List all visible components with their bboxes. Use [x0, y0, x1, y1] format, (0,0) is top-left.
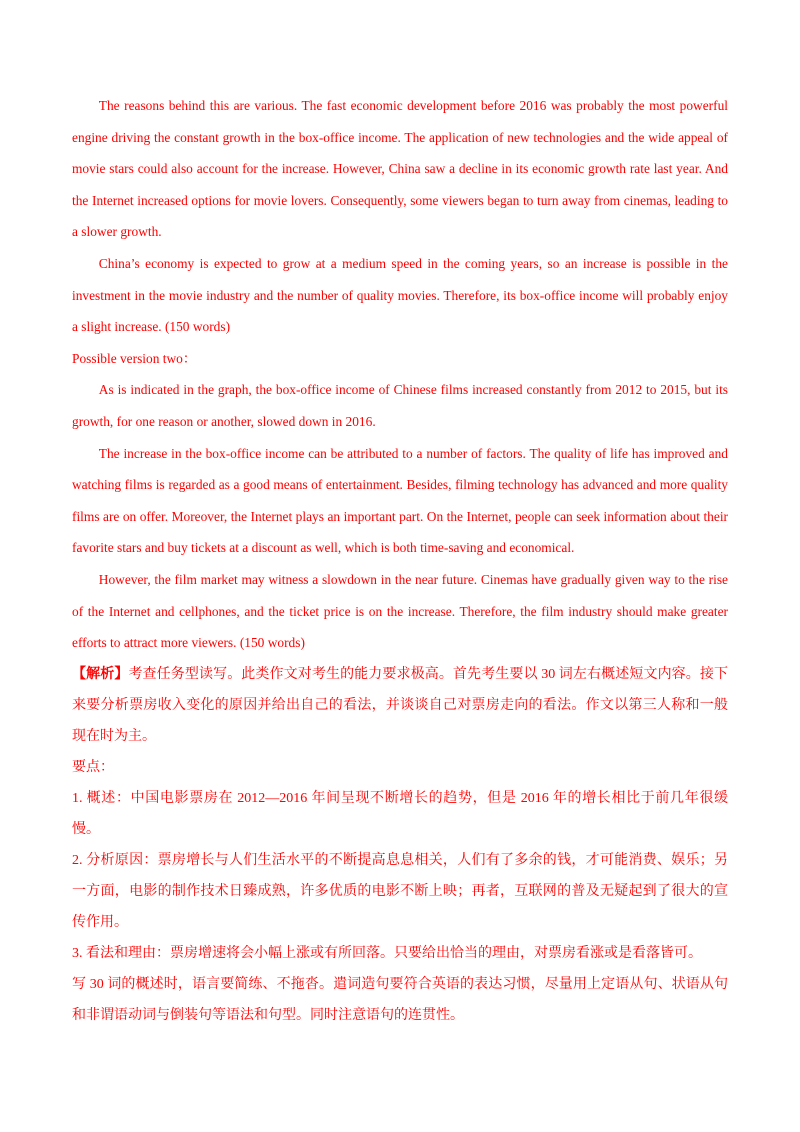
- version-two-paragraph-1: As is indicated in the graph, the box-office income of Chinese films increased constantly from 2012 to 2015, but its growth, for one reason or another, slowed down in 2016.: [72, 382, 728, 429]
- points-heading: 要点：: [72, 759, 114, 775]
- document-page: [72, 90, 728, 1031]
- version-one-paragraph-2: China’s economy is expected to grow at a medium speed in the coming years, so an increase is possible in the investment in the movie industry and the number of quality movies. Therefore, its box-office income will probably enjoy a slight increase. (150 words): [72, 255, 728, 335]
- closing-paragraph: 写 30 词的概述时，语言要简练、不拖沓。遣词造句要符合英语的表达习惯，尽量用上定语从句、状语从句和非谓语动词与倒装句等语法和句型。同时注意语句的连贯性。: [72, 976, 728, 1023]
- version-two-paragraph-2: The increase in the box-office income can be attributed to a number of factors. The quality of life has improved and watching films is regarded as a good means of entertainment. Besides, filming technology has advanced and more quality films are on offer. Moreover, the Internet plays an important part. On the Internet, people can seek information about their favorite stars and buy tickets at a discount as well, which is both time-saving and economical.: [72, 445, 728, 556]
- analysis-paragraph: [72, 659, 728, 752]
- point-3: 3. 看法和理由：票房增速将会小幅上涨或有所回落。只要给出恰当的理由，对票房看涨或是看落皆可。: [72, 945, 702, 961]
- point-1: 1. 概述：中国电影票房在 2012—2016 年间呈现不断增长的趋势，但是 2016 年的增长相比于前几年很缓慢。: [72, 790, 728, 837]
- version-two-paragraph-3: However, the film market may witness a slowdown in the near future. Cinemas have gradually given way to the rise of the Internet and cellphones, and the ticket price is on the increase. Therefore, the film industry should make greater efforts to attract more viewers. (150 words): [72, 571, 728, 651]
- version-two-heading: Possible version two：: [72, 350, 197, 366]
- analysis-tag: 【解析】: [72, 666, 129, 682]
- point-2: 2. 分析原因：票房增长与人们生活水平的不断提高息息相关，人们有了多余的钱，才可能消费、娱乐；另一方面，电影的制作技术日臻成熟，许多优质的电影不断上映；再者，互联网的普及无疑起到了很大的宣传作用。: [72, 852, 728, 930]
- analysis-text: 考查任务型读写。此类作文对考生的能力要求极高。首先考生要以 30 词左右概述短文内容。接下来要分析票房收入变化的原因并给出自己的看法，并谈谈自己对票房走向的看法。作文以第三人称和一般现在时为主。: [72, 666, 729, 744]
- version-one-paragraph-1: The reasons behind this are various. The fast economic development before 2016 was probably the most powerful engine driving the constant growth in the box-office income. The application of new technologies and the wide appeal of movie stars could also account for the increase. However, China saw a decline in its economic growth rate last year. And the Internet increased options for movie lovers. Consequently, some viewers began to turn away from cinemas, leading to a slower growth.: [72, 98, 728, 240]
